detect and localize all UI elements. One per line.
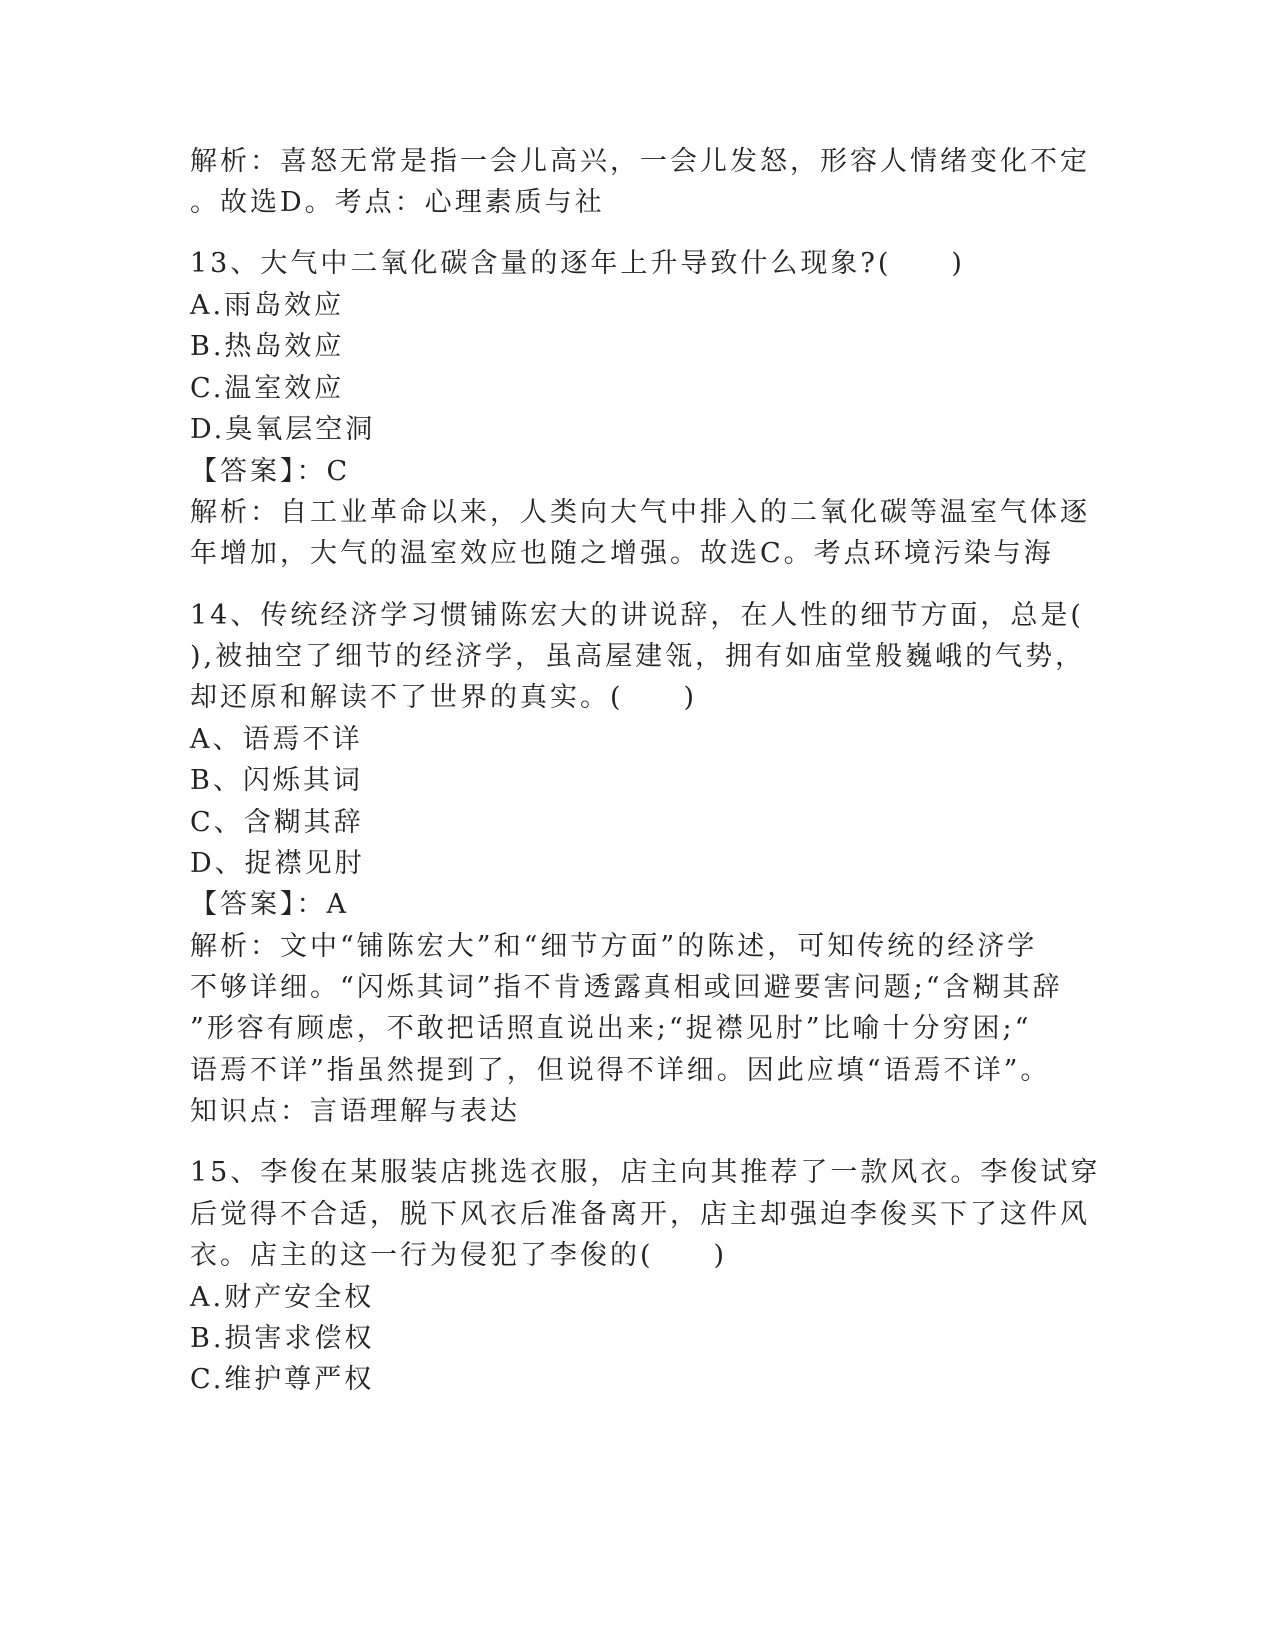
q14-answer: 【答案】：A: [190, 889, 349, 920]
q14-question-line-3: 却还原和解读不了世界的真实。( ): [190, 682, 698, 713]
q14-option-d: D、捉襟见肘: [190, 848, 365, 879]
q12-analysis-line-1: 解析：喜怒无常是指一会儿高兴，一会儿发怒，形容人情绪变化不定: [190, 146, 1090, 177]
q15-option-b: B.损害求偿权: [190, 1323, 375, 1354]
q14-analysis-line-4: 语焉不详”指虽然提到了，但说得不详细。因此应填“语焉不详”。: [190, 1055, 1051, 1086]
q15-option-c: C.维护尊严权: [190, 1364, 375, 1395]
q13-option-c: C.温室效应: [190, 373, 345, 404]
q15-question-line-2: 后觉得不合适，脱下风衣后准备离开，店主却强迫李俊买下了这件风: [190, 1199, 1090, 1230]
q13-option-d: D.臭氧层空洞: [190, 414, 376, 445]
q14-option-c: C、含糊其辞: [190, 807, 364, 838]
q13-option-b: B.热岛效应: [190, 331, 345, 362]
q14-question-line-2: ),被抽空了细节的经济学，虽高屋建瓴，拥有如庙堂般巍峨的气势，: [190, 641, 1086, 672]
q13-answer: 【答案】：C: [190, 456, 351, 487]
q13-analysis-line-2: 年增加，大气的温室效应也随之增强。故选C。考点环境污染与海: [190, 538, 1054, 569]
q14-analysis-line-1: 解析：文中“铺陈宏大”和“细节方面”的陈述，可知传统的经济学: [190, 931, 1038, 962]
q13-option-a: A.雨岛效应: [190, 290, 345, 321]
q13-analysis-line-1: 解析：自工业革命以来，人类向大气中排入的二氧化碳等温室气体逐: [190, 497, 1090, 528]
q15-question-line-3: 衣。店主的这一行为侵犯了李俊的( ): [190, 1240, 728, 1271]
q14-analysis-line-2: 不够详细。“闪烁其词”指不肯透露真相或回避要害问题;“含糊其辞: [190, 972, 1063, 1003]
q14-question-line-1: 14、传统经济学习惯铺陈宏大的讲说辞，在人性的细节方面，总是(: [190, 600, 1084, 631]
q13-question: 13、大气中二氧化碳含量的逐年上升导致什么现象?( ): [190, 248, 965, 279]
q14-option-b: B、闪烁其词: [190, 765, 363, 796]
q12-analysis-line-2: 。故选D。考点：心理素质与社: [190, 187, 605, 218]
q15-option-a: A.财产安全权: [190, 1282, 375, 1313]
q14-option-a: A、语焉不详: [190, 724, 363, 755]
q14-analysis-line-5: 知识点：言语理解与表达: [190, 1096, 520, 1127]
q14-analysis-line-3: ”形容有顾虑，不敢把话照直说出来;“捉襟见肘”比喻十分穷困;“: [190, 1013, 1032, 1044]
q15-question-line-1: 15、李俊在某服装店挑选衣服，店主向其推荐了一款风衣。李俊试穿: [190, 1157, 1101, 1188]
